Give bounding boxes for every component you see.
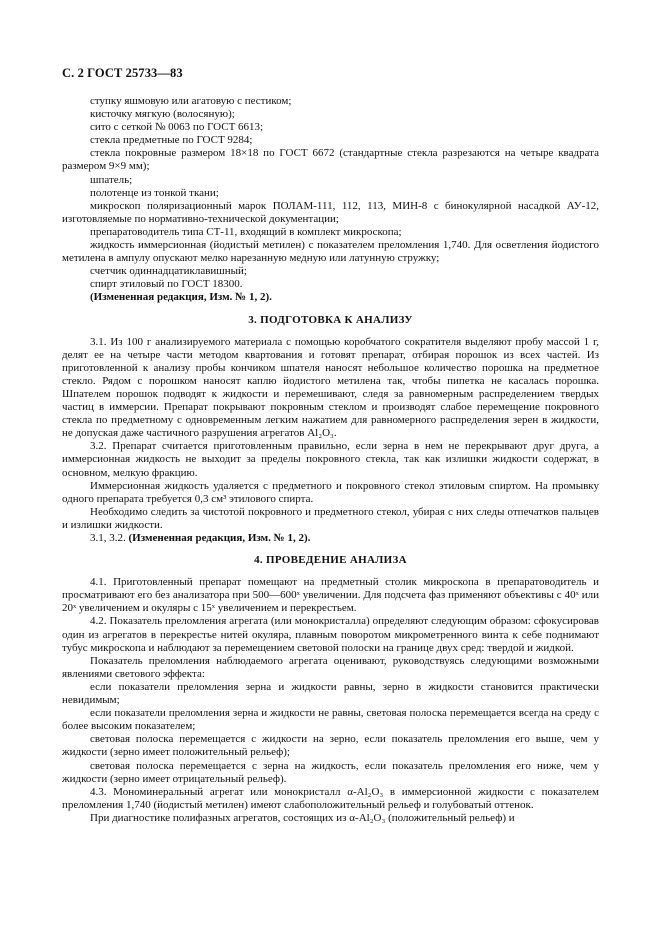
effect-item: если показатели преломления зерна и жидкости не равны, световая полоска перемещается всегда на среду с более высоким показателем; xyxy=(62,707,599,733)
edit-note: (Измененная редакция, Изм. № 1, 2). xyxy=(90,291,272,304)
equipment-item: сито с сеткой № 0063 по ГОСТ 6613; xyxy=(90,121,264,134)
effect-item: световая полоска перемещается с зерна на жидкость, если показатель преломления его ниже, чем у жидкости (зерно имеет отрицательный рельеф). xyxy=(62,759,599,785)
document-body xyxy=(62,95,599,825)
paragraph-3-2-rinse: Иммерсионная жидкость удаляется с предметного и покровного стекол этиловым спиртом. На промывку одного препарата требуется 0,3 см³ этилового спирта. xyxy=(62,479,599,505)
equipment-item: стекла предметные по ГОСТ 9284; xyxy=(90,134,253,147)
paragraph-3-2-clean: Необходимо следить за чистотой покровного и предметного стекол, убирая с них следы отпечатков пальцев и излишки жидкости. xyxy=(62,505,599,531)
paragraph-4-2: 4.2. Показатель преломления агрегата (или монокристалла) определяют следующим образом: сфокусировав один из агрегатов в перекрестье нитей окуляра, плавным поворотом микрометренного винта к себе поднимают тубус микроскопа и наблюдают за перемещением световой полоски на границе двух сред: твердой и жидкой. xyxy=(62,615,599,654)
paragraph-4-2-effects: Показатель преломления наблюдаемого агрегата оценивают, руководствуясь следующими возможными явлениями светового эффекта: xyxy=(62,654,599,680)
section-3-title: 3. ПОДГОТОВКА К АНАЛИЗУ xyxy=(248,313,413,326)
equipment-item: стекла покровные размером 18×18 по ГОСТ 6672 (стандартные стекла разрезаются на четыре квадрата размером 9×9 мм); xyxy=(62,147,599,173)
edit-note-text: (Измененная редакция, Изм. № 1, 2). xyxy=(128,532,311,544)
paragraph-3-2: 3.2. Препарат считается приготовленным правильно, если зерна в нем не перекрывают друг друга, а иммерсионная жидкость не выходит за пределы покровного стекла, так как излишки жидкости содержат, в основном, мелкую фракцию. xyxy=(62,440,599,479)
equipment-item: ступку яшмовую или агатовую с пестиком; xyxy=(90,95,292,107)
equipment-item: счетчик одиннадцатиклавишный; xyxy=(90,265,247,278)
paragraph-4-3: 4.3. Мономинеральный агрегат или монокристалл α-Al₂O₃ в иммерсионной жидкости с показателем преломления 1,740 (йодистый метилен) имеют слабоположительный рельеф и голубоватый оттенок. xyxy=(62,785,599,811)
edit-note-ref: 3.1, 3.2. xyxy=(90,532,126,544)
paragraph-4-3-polyphase: При диагностике полифазных агрегатов, состоящих из α-Al₂O₃ (положительный рельеф) и xyxy=(90,811,515,824)
equipment-item: препаратоводитель типа СТ-11, входящий в комплект микроскопа; xyxy=(90,225,402,238)
effect-item: световая полоска перемещается с жидкости на зерно, если показатель преломления его выше, чем у жидкости (зерно имеет положительный рельеф); xyxy=(62,733,599,759)
equipment-item: шпатель; xyxy=(90,173,133,186)
equipment-item: микроскоп поляризационный марок ПОЛАМ-111, 112, 113, МИН-8 с бинокулярной насадкой АУ-12, изготовляемые по нормативно-технической документации; xyxy=(62,199,599,225)
equipment-item: полотенце из тонкой ткани; xyxy=(90,186,219,199)
edit-note-section-3 xyxy=(62,532,599,545)
equipment-item: жидкость иммерсионная (йодистый метилен) с показателем преломления 1,740. Для осветления йодистого метилена в ампулу опускают мелко нарезанную медную или латунную стружку; xyxy=(62,239,599,265)
equipment-item: спирт этиловый по ГОСТ 18300. xyxy=(90,278,243,291)
equipment-item: кисточку мягкую (волосяную); xyxy=(90,108,235,121)
page-header: С. 2 ГОСТ 25733—83 xyxy=(62,66,183,80)
paragraph-3-1: 3.1. Из 100 г анализируемого материала с помощью коробчатого сократителя выделяют пробу массой 1 г, делят ее на четыре части методом квартования и готовят препарат, отбирая порошок из всех частей. Из приготовленной к анализу пробы кончиком шпателя наносят небольшое количество порошка на предметное стекло. Рядом с порошком наносят каплю йодистого метилена так, чтобы пипетка не касалась порошка. Шпателем порошок подводят к жидкости и перемешивают, следя за равномерным распределением твердых частиц в иммерсии. Препарат покрывают покровным стеклом и производят слабое перемещение покровного стекла по предметному с одновременным легким нажатием для равномерного распределения зерен в жидкости, не допуская даже частичного разрушения агрегатов Al₂O₃. xyxy=(62,335,599,440)
paragraph-4-1: 4.1. Приготовленный препарат помещают на предметный столик микроскопа в препаратоводитель и просматривают его без анализатора при 500—600ˣ увеличении. Для подсчета фаз применяют объективы с 40ˣ или 20ˣ увеличением и окуляры с 15ˣ увеличением и перекрестьем. xyxy=(62,576,599,615)
effect-item: если показатели преломления зерна и жидкости равны, зерно в жидкости становится практически невидимым; xyxy=(62,680,599,707)
section-4-title: 4. ПРОВЕДЕНИЕ АНАЛИЗА xyxy=(254,554,407,567)
